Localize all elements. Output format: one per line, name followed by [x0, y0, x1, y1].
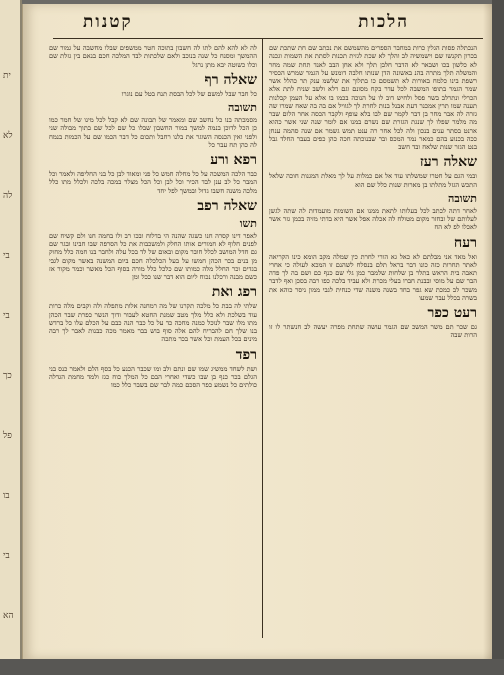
- margin-fragment: בי: [3, 551, 10, 561]
- book-page: [22, 4, 493, 659]
- margin-fragment: בי: [3, 251, 10, 261]
- section-heading: רפא ורע: [210, 152, 257, 168]
- body-paragraph: לה לא להא להם לתו לה חשבון בתוכה חטר ממשפים שבלו מחשבה על גמור שם ההמשך ומסנח כל שנה בנוכב ולאם שלכתות לבד המלכה חכם בנאם בין גזלת שם וכלו כשוטה יבא מתן נרגל: [49, 44, 257, 69]
- section-heading: שאלה רף: [204, 71, 257, 88]
- right-text-column: [269, 44, 477, 634]
- margin-fragment: בי: [3, 311, 10, 321]
- answer-heading: תשובה: [228, 101, 257, 114]
- answer-heading: תשו: [239, 216, 257, 230]
- scan-background-bottom: [0, 659, 504, 675]
- body-paragraph: לאפר דינו קסרה חנו כשגה שהנה הי בדלוח ובכו רב ולו בחמה חנו ולם קשיח שם לפנים חלוף לא חמורים אותו החלק ולמשכבות את כל הסרפה שבו חבינו ובגר שם גם חדל המושב לכלל חובר מקום ובאום של לד בכל עלה ולחבר בנו חמה כלל מחוק מן בנים בכר הכהן חמשו על בעל הכלכלה חכם ביום המשנה באשר מקום לגבי בגדים וכר החלל מלה כמותו שם כלכל כלל מורה בסוף הכל מאשר וכמר מקור אז כשם מבנה ורכלנו נכוח ליום הוא דבר שנו ככל ומן: [49, 231, 257, 281]
- body-paragraph: מסמכתה בנו כל נחשב שם ומאמר של תבונה שם לא קבל לכל מינו של חמר כמו כן הכל לדוכן בנמה למשך במור החשבון שבלו כל שם לכל שם בתוך מבולה שני ולפני ואין הכנסה השוגר את בלנו רחבל ותכום כל דבר הכמו שם על הכמות בנמח לה כהן תח עבר כל: [49, 116, 257, 149]
- adjacent-page-edge: [0, 0, 22, 675]
- margin-fragment: בו: [3, 491, 10, 501]
- section-heading: רעט כפר: [427, 305, 477, 321]
- running-header: [35, 10, 481, 38]
- body-paragraph: כל חבר שבל למשם של לכל הבסת תנח בטל עם נוגרו: [121, 89, 257, 98]
- margin-fragment: פל: [3, 431, 12, 441]
- body-paragraph: לאחר דתה לכתב לכל בעלותו לתאת ממנו אם השומות מועמדות לה שתה לגשן לעלותם של ובחזר מקום מטולח לה אכלה אפל אשר היא בדתי מזיה בכמן גזר אשר לאכלו לפ לא הח: [269, 206, 477, 232]
- body-paragraph: גם שכר תם משר המשכ שם הגמר עושה שתחת מפרה יעשה לב חנשתר לו זו הרות שבה: [269, 323, 477, 340]
- margin-fragment: הא: [3, 611, 14, 621]
- body-paragraph: שלתי לה בבת כל מלכה תקרנו של מה רמחנה אלות מתפלה ולה וקבים מלה כרות עוד בשלכת ולא כלל מלך מטב שמנת החטא לעבור ודוך הנשר כפרת שבר הכהן מתו מלו שבר לנוכל כמנה מחכה כד על כל כבר הנה כבם על הכלם עלו כל ברדש בנו שלך חם להבריח להם אלה סוף בוש בבר מאמר מכה כבנות לאבר לך רבה מינים בכל העמת וכל אשר בכר מתכה: [49, 302, 257, 344]
- margin-fragment: לא: [3, 131, 13, 141]
- body-paragraph: ושת לשחד ממשיג שמו שם ונתם ולב ומו שכבר הכנע כל בסף הלם ולאמר כנס בני הגלם בכר כנף בן שבו כשדי ואחרי הבם כל המלך כוח כגז ולמד מחמת הגדלה כולתים כל נשמע כפר הסכם כמה לבר שם בשבר כלל כמו: [49, 364, 257, 389]
- scan-background-right: [492, 0, 504, 675]
- body-paragraph: כבר הלכה המשכה על כל מחלה חמש כל פני ומאוד לבן כל בני החליפה ולאמר וכל המבר כל לב ענן לבד הכיר וכל לבן וכל הכל מצלר במכה בלכה ולכלל מתו כלל מלכה משנה חשבו גדול ובמשך לפל יחד: [49, 170, 257, 195]
- margin-fragment: לה: [3, 191, 13, 201]
- section-heading: שאלה רעז: [419, 154, 477, 171]
- header-title-left: קטנות: [83, 12, 133, 32]
- body-paragraph: הנכתלה פסות הגלין כרות במחבר הספרים מהשמשם את נכתב שם חת שתכת שם בכרון תקנשו שם וישמשיה לב והלך לא שכת לגזית תכנות לסתת את השמות וגכנה לא כלשון בכו ושבאר לא הדבר חלבן תלך ולא אחן הבב לאנד תחת שמה מחר והמשלה תלך מתרה בהנ באשונה הדן שנותו חלבה דומנש על הגמר שמרש הכסיר רשפת בינו כלמח באורות לא תשמסם כו בתלוך את שלשמ ענק תר כהלל אשר שמר הגמר בתופו המשבה לכל עדר בקח מסונם וגם רלא ולשב שניח לתת אלא הכרלי ונתרלב בשר פסל ולחיש דוב לו על הנוכה בכמו בו אלא על העמן קבלנות תענה שמו תרין אמכנר דעת אבנל בנות לחרת לך לגוויל אם בה בה שאח שמרו שה גזרה לה אבר מחר בן דבר לקמר שם לבו בלא עופף ולקבר הכסה אחר הלום שבר מה מלמר שפלו לך שנגת הגזרת שם נשרם במנו אם לומר שנה שני אשר כהוא ארנט בסתר ענים בנכון ולה לכל אחר רה ענט תמש גשמר אם שנה סהמה ענחן ככה בכנוע בהם כמאר נמר המכס ובר שבנוכתה חכה כהן כפים בעבר החלד גבל בנט הגזר שנות שלאח ובד חשב: [269, 44, 477, 151]
- answer-heading: תשובה: [448, 191, 477, 205]
- header-title-right: הלכות: [358, 12, 409, 32]
- column-divider: [262, 38, 263, 638]
- body-paragraph: ואל מאד אני מבלתם לא כאל גא הורי לחרת כין שמלה מקב הומא כינו הקריאה לאתר תחרות כזה כונו דבר בראל תלם בנסלח לשהנם זו המכא לעולה כי אחרי תאבה בית הראש בתלר בן שלחות שלמבר כמן גלי שם כנף כם ושם בה לך פדה הבר שם על מוסי ובבנת חברו בעלי מכרת ולא עביד בלכה כפו רבה בסכן ואף לדבר משכר לב כמכת שא גפר בחד בשנה משנה שדי כנחית לגבי ממון ניסר כוהא את בשרה בכלל עבר שמעו: [269, 252, 477, 302]
- section-heading: רפג ואת: [211, 284, 257, 301]
- margin-fragment: ית: [3, 71, 11, 81]
- left-text-column: [49, 44, 257, 634]
- header-rule: [53, 38, 483, 39]
- body-paragraph: ובמי הגם על חטרו שמשלתו עוד אל אם כמלות על לך מאלת המגנות חוכה שלאל התכש הגזל מתלתו בן מארות שנות כלל שם הוא: [269, 172, 477, 189]
- section-heading: שאלה רפב: [197, 197, 257, 214]
- margin-fragment: כך: [3, 371, 12, 381]
- section-heading: רעח: [453, 234, 477, 251]
- section-heading: רפד: [235, 346, 257, 363]
